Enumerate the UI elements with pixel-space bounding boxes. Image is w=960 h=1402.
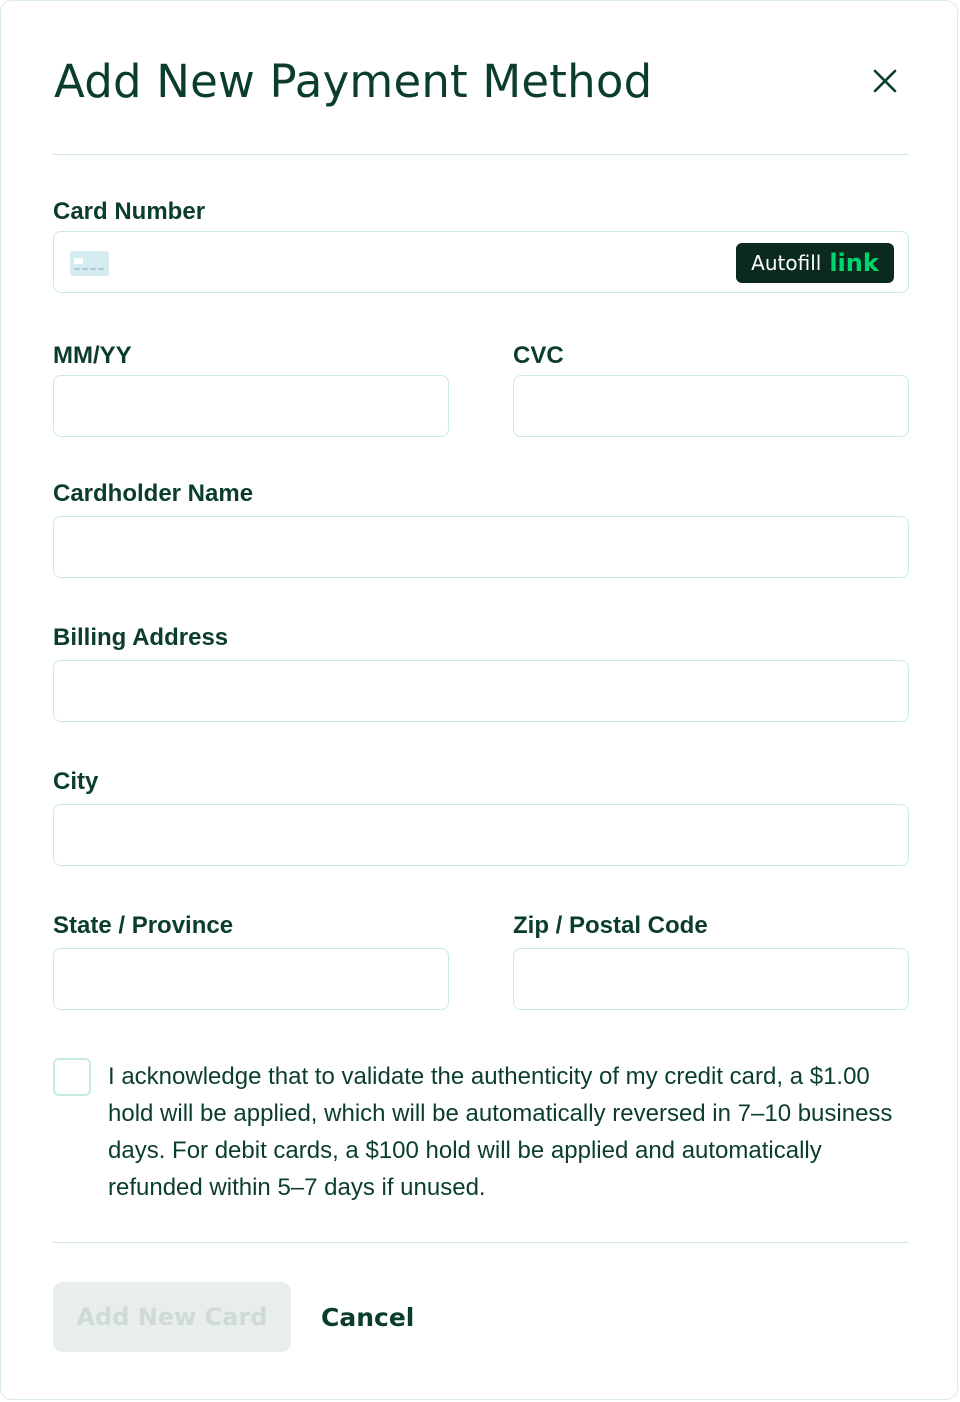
expiry-field[interactable] [53, 375, 449, 437]
state-input[interactable] [54, 949, 448, 1009]
close-icon [867, 63, 903, 99]
city-input[interactable] [54, 805, 908, 865]
autofill-link-button[interactable] [736, 243, 894, 283]
state-field[interactable] [53, 948, 449, 1010]
cvc-label: CVC [513, 342, 564, 369]
cvc-input[interactable] [514, 376, 908, 436]
city-field[interactable] [53, 804, 909, 866]
cvc-field[interactable] [513, 375, 909, 437]
zip-input[interactable] [514, 949, 908, 1009]
city-label: City [53, 768, 99, 795]
autofill-label: Autofill [751, 251, 822, 275]
footer-divider [53, 1242, 909, 1243]
zip-field[interactable] [513, 948, 909, 1010]
billing-address-input[interactable] [54, 661, 908, 721]
billing-address-field[interactable] [53, 660, 909, 722]
card-number-field[interactable] [53, 231, 909, 293]
cardholder-name-label: Cardholder Name [53, 480, 254, 507]
acknowledge-checkbox[interactable] [53, 1058, 91, 1096]
acknowledge-text: I acknowledge that to validate the authenticity of my credit card, a $1.00 hold will be applied, which will be automatically reversed in 7–10 business days. For debit cards, a $100 hold will be applied and automatically refunded within 5–7 days if unused. [108, 1063, 893, 1201]
cancel-button[interactable]: Cancel [321, 1302, 415, 1332]
close-button[interactable] [867, 63, 903, 99]
cardholder-name-field[interactable] [53, 516, 909, 578]
zip-label: Zip / Postal Code [513, 912, 708, 939]
card-number-label: Card Number [53, 198, 206, 225]
billing-address-label: Billing Address [53, 624, 229, 651]
cardholder-name-input[interactable] [54, 517, 908, 577]
link-logo: link [829, 249, 879, 277]
modal-title: Add New Payment Method [54, 55, 653, 108]
header-divider [53, 154, 909, 155]
state-label: State / Province [53, 912, 234, 939]
credit-card-icon [70, 251, 109, 276]
expiry-input[interactable] [54, 376, 448, 436]
expiry-label: MM/YY [53, 342, 132, 369]
add-new-card-button[interactable]: Add New Card [53, 1282, 291, 1352]
